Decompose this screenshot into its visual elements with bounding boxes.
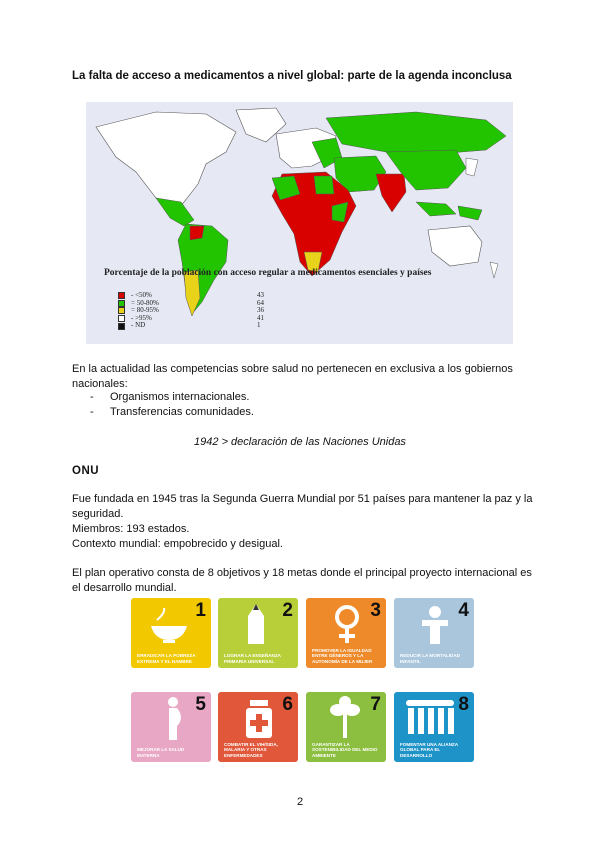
child-icon xyxy=(418,604,452,648)
goal-number: 1 xyxy=(195,600,206,621)
page-title: La falta de acceso a medicamentos a nivel global: parte de la agenda inconclusa xyxy=(72,70,512,82)
goal-text: COMBATIR EL VIH/SIDA, MALARIA Y OTRAS ENFERMEDADES xyxy=(224,741,278,758)
intro-paragraph: En la actualidad las competencias sobre salud no pertenecen en exclusiva a los gobiernos nacionales: xyxy=(72,363,513,390)
goal-text: GARANTIZAR LA SOSTENIBILIDAD DEL MEDIO AMBIENTE xyxy=(312,741,378,758)
world-map xyxy=(86,102,513,344)
goal-number: 2 xyxy=(282,600,293,621)
legend-swatch xyxy=(118,292,125,299)
legend-swatch xyxy=(118,307,125,314)
goal-number: 7 xyxy=(370,694,381,715)
map-legend xyxy=(118,292,264,330)
legend-swatch xyxy=(118,323,125,330)
goal-text: ERRADICAR LA POBREZA EXTREMA Y EL HAMBRE xyxy=(137,653,196,664)
goal-number: 3 xyxy=(370,600,381,621)
legend-label: - ND xyxy=(131,321,146,330)
goal-text: PROMOVER LA IGUALDAD ENTRE GÉNEROS Y LA AUTONOMÍA DE LA MUJER xyxy=(312,647,373,664)
goal-text: LOGRAR LA ENSEÑANZA PRIMARIA UNIVERSAL xyxy=(224,653,281,664)
goal-number: 4 xyxy=(458,600,469,621)
context-line: Contexto mundial: empobrecido y desigual. xyxy=(72,538,283,550)
legend-count: 41 xyxy=(257,313,264,322)
list-item: - Transferencias comunidades. xyxy=(90,406,254,418)
goal-text: MEJORAR LA SALUD MATERNA xyxy=(137,747,185,758)
goal-tile-6 xyxy=(218,692,298,762)
list-item-text: Organismos internacionales. xyxy=(110,391,250,403)
legend-swatch xyxy=(118,315,125,322)
list-item-text: Transferencias comunidades. xyxy=(110,406,254,418)
people-group-icon xyxy=(404,700,456,740)
goal-tile-3 xyxy=(306,598,386,668)
declaration-line: 1942 > declaración de las Naciones Unidas xyxy=(194,436,406,448)
goal-number: 5 xyxy=(195,694,206,715)
bowl-icon xyxy=(149,608,189,644)
goal-number: 8 xyxy=(458,694,469,715)
pregnant-woman-icon xyxy=(161,696,187,742)
legend-label: - <50% xyxy=(131,291,152,299)
page-number: 2 xyxy=(296,796,304,808)
medicine-jar-icon xyxy=(244,700,274,740)
pencil-icon xyxy=(246,604,266,644)
goal-tile-2 xyxy=(218,598,298,668)
legend-count: 64 xyxy=(257,298,264,307)
legend-swatch xyxy=(118,300,125,307)
legend-count: 36 xyxy=(257,306,264,315)
goal-number: 6 xyxy=(282,694,293,715)
list-item: - Organismos internacionales. xyxy=(90,391,250,403)
members-line: Miembros: 193 estados. xyxy=(72,523,190,535)
goal-tile-5 xyxy=(131,692,211,762)
legend-label: = 80-95% xyxy=(131,306,159,315)
legend-label: - >95% xyxy=(131,313,152,322)
female-symbol-icon xyxy=(332,604,362,648)
goal-tile-8 xyxy=(394,692,474,762)
goal-tile-4 xyxy=(394,598,474,668)
bullet-list xyxy=(90,390,254,420)
onu-paragraph: Fue fundada en 1945 tras la Segunda Guerra Mundial por 51 países para mantener la paz y la seguridad. xyxy=(72,493,533,520)
legend-count: 1 xyxy=(257,321,261,330)
goal-text: FOMENTAR UNA ALIANZA GLOBAL PARA EL DESARROLLO xyxy=(400,741,458,758)
legend-row xyxy=(118,322,264,330)
map-caption: Porcentaje de la población con acceso regular a medicamentos esenciales y países xyxy=(104,268,432,278)
goal-text: REDUCIR LA MORTALIDAD INFANTIL xyxy=(400,653,460,664)
plant-icon xyxy=(328,696,362,740)
plan-paragraph: El plan operativo consta de 8 objetivos y 18 metas donde el principal proyecto internacional es el desarrollo mundial. xyxy=(72,567,532,594)
legend-label: = 50-80% xyxy=(131,298,159,307)
section-heading: ONU xyxy=(72,465,100,477)
goal-tile-1 xyxy=(131,598,211,668)
goal-tile-7 xyxy=(306,692,386,762)
legend-count: 43 xyxy=(257,291,264,299)
